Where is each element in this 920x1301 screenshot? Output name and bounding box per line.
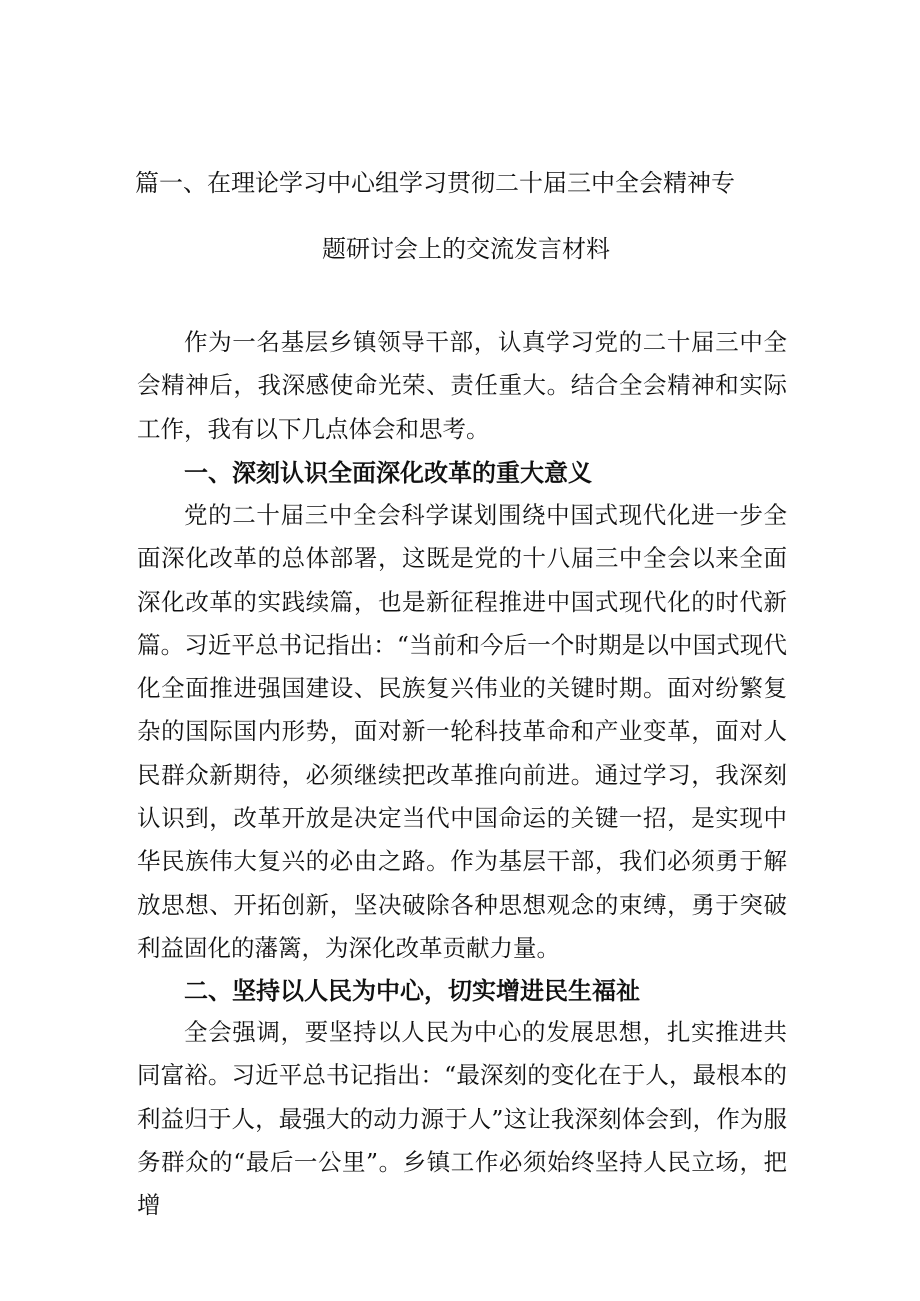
- document-title-line-2: 题研讨会上的交流发言材料: [322, 235, 610, 263]
- document-title-line-1: 篇一、在理论学习中心组学习贯彻二十届三中全会精神专: [135, 169, 735, 197]
- section-paragraph-1: 党的二十届三中全会科学谋划围绕中国式现代化进一步全面深化改革的总体部署，这既是党的十八届三中全会以来全面深化改革的实践续篇，也是新征程推进中国式现代化的时代新篇。习近平总书记指出：“当前和今后一个时期是以中国式现代化全面推进强国建设、民族复兴伟业的关键时期。面对纷繁复杂的国际国内形势，面对新一轮科技革命和产业变革，面对人民群众新期待，必须继续把改革推向前进。通过学习，我深刻认识到，改革开放是决定当代中国命运的关键一招，是实现中华民族伟大复兴的必由之路。作为基层干部，我们必须勇于解放思想、开拓创新，坚决破除各种思想观念的束缚，勇于突破利益固化的藩篱，为深化改革贡献力量。: [137, 501, 787, 962]
- section-paragraph-2: 全会强调，要坚持以人民为中心的发展思想，扎实推进共同富裕。习近平总书记指出：“最深刻的变化在于人，最根本的利益归于人，最强大的动力源于人”这让我深刻体会到，作为服务群众的“最后一公里”。乡镇工作必须始终坚持人民立场，把增: [137, 1018, 787, 1220]
- intro-paragraph: 作为一名基层乡镇领导干部，认真学习党的二十届三中全会精神后，我深感使命光荣、责任重大。结合全会精神和实际工作，我有以下几点体会和思考。: [137, 328, 787, 443]
- section-heading-2: 二、坚持以人民为中心，切实增进民生福祉: [184, 977, 640, 1005]
- section-heading-1: 一、深刻认识全面深化改革的重大意义: [184, 459, 592, 487]
